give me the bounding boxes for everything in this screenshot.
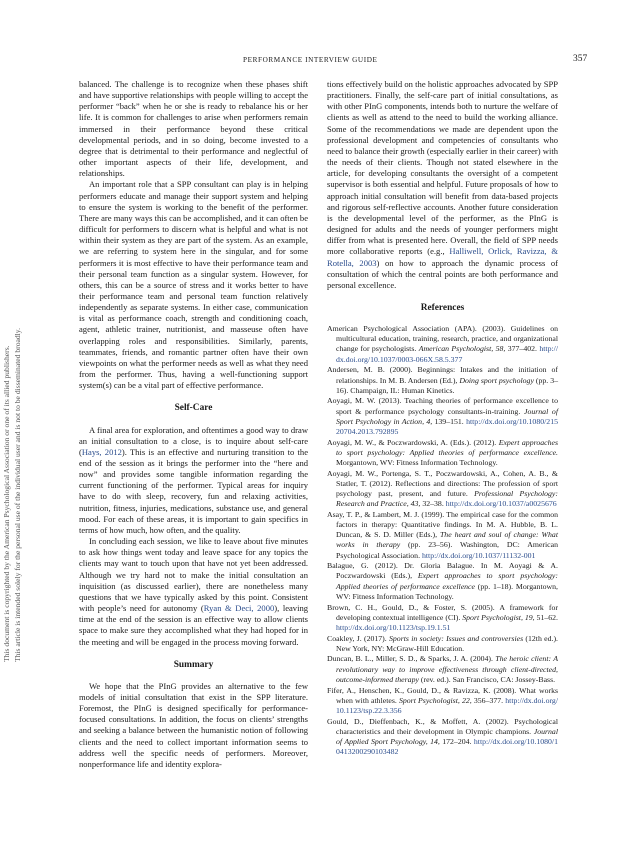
paragraph-support-system: An important role that a SPP consultant can play is in helping performers educate and manage their support system and helping to ensure the system is working to the benefit of the performer. There are many ways this can be accomplished, and it can often be difficult for performers to discern what is helpful and what is not within their system as they are part of the system. As an example, we are referring to system here in the singular, and for some performers it is most effective to have their performance team and their personal team function as a singular system. However, for others, this can be a source of stress and it works better to have their performance team and personal team function relatively independently as separate systems. In either case, communication is vital as performance coach, strength and conditioning coach, agent, athletic trainer, nutritionist, and masseuse often have overlapping roles and responsibilities. Similarly, parents, teammates, friends, and romantic partner often have their own viewpoints on what the performer needs as well as what they need from the performer. Thus, having a well-functioning support system(s) can be a vital part of effective performance. xyxy=(79,179,308,391)
doi-link[interactable]: http://dx.doi.org/10.1037/0003-066X.58.5.377 xyxy=(336,344,558,364)
paragraph-self-care-1: A final area for exploration, and oftentimes a good way to draw an initial consultation to a close, is to inquire about self-care (Hays, 2012). This is an effective and nurturing transition to the end of the session as it brings the performer into the “here and now” and provides some tangible information regarding the current functioning of the performer. Typical areas for inquiry have to do with sleep, recovery, fun and relaxing activities, nutrition, fitness, injuries, medications, substance use, and general mood. For each of these areas, it is important to gain specifics in terms of how much, how often, and the quality. xyxy=(79,424,308,535)
reference-entry: Gould, D., Dieffenbach, K., & Moffett, A. (2002). Psychological characteristics and their development in Olympic champions. Journal of Applied Sport Psychology, 14, 172–204. http://dx.doi.org/10.1080/10413200290103482 xyxy=(327,716,558,757)
reference-entry: Aoyagi, M. W. (2013). Teaching theories of performance excellence to sport & performance psychology consultants-in-training. Journal of Sport Psychology in Action, 4, 139–151. http://dx.doi.org/10.1080/21520704.2013.792895 xyxy=(327,396,558,436)
reference-entry: Brown, C. H., Gould, D., & Foster, S. (2005). A framework for developing contextual intelligence (CI). Sport Psychologist, 19, 51–62. http://dx.doi.org/10.1123/tsp.19.1.51 xyxy=(327,602,558,632)
citation-link[interactable]: Halliwell, Orlick, Ravizza, & Rotella, 2003 xyxy=(327,246,558,268)
reference-entry: American Psychological Association (APA). (2003). Guidelines on multicultural education, training, research, practice, and organizational change for psychologists. American Psychologist, 58, 377–402. http://dx.doi.org/10.1037/0003-066X.58.5.377 xyxy=(327,324,558,364)
doi-link[interactable]: http://dx.doi.org/10.1037/a0025676 xyxy=(445,499,557,509)
reference-entry: Fifer, A., Henschen, K., Gould, D., & Ravizza, K. (2008). What works when with athletes. Sport Psychologist, 22, 356–377. http://dx.doi.org/10.1123/tsp.22.3.356 xyxy=(327,685,558,715)
section-heading-self-care: Self-Care xyxy=(174,403,213,414)
reference-entry: Coakley, J. (2017). Sports in society: Issues and controversies (12th ed.). New York, NY: McGraw-Hill Education. xyxy=(327,633,558,653)
doi-link[interactable]: http://dx.doi.org/10.1080/10413200290103482 xyxy=(336,736,558,757)
watermark-line-2: This article is intended solely for the personal use of the individual user and is not to be disseminated broadly. xyxy=(13,328,22,662)
right-column xyxy=(327,79,558,758)
citation-link[interactable]: Hays, 2012 xyxy=(81,446,122,457)
paragraph-support-system-intro: balanced. The challenge is to recognize when these phases shift and have supportive relationships with people willing to accept the performer “back” when he or she is ready to rebalance his or her life. It is common for challenges to arise when performers remain immersed in their performance beyond these critical developmental periods, and in so doing, become invested to a degree that is detrimental to their performance and neglectful of other important aspects of their life, development, and relationships. xyxy=(79,79,308,179)
page-number: 357 xyxy=(573,54,588,64)
citation-link[interactable]: Ryan & Deci, 2000 xyxy=(203,603,275,614)
reference-entry: Aoyagi, M. W., Portenga, S. T., Poczwardowski, A., Cohen, A. B., & Statler, T. (2012). Reflections and directions: The profession of sport psychology past, present, and future. Professional Psychology: Research and Practice, 43, 32–38. http://dx.doi.org/10.1037/a0025676 xyxy=(327,468,558,509)
doi-link[interactable]: http://dx.doi.org/10.1123/tsp.22.3.356 xyxy=(336,695,558,715)
doi-link[interactable]: http://dx.doi.org/10.1037/11132-001 xyxy=(421,550,536,560)
section-heading-summary: Summary xyxy=(173,659,214,670)
reference-entry: Aoyagi, M. W., & Poczwardowski, A. (Eds.). (2012). Expert approaches to sport psychology: Applied theories of performance excellence. Morgantown, WV: Fitness Information Technology. xyxy=(327,437,558,467)
copyright-watermark xyxy=(0,246,40,666)
reference-entry: Duncan, B. L., Miller, S. D., & Sparks, J. A. (2004). The heroic client: A revolutionary way to improve effectiveness through client-directed, outcome-informed therapy (rev. ed.). San Francisco, CA: Jossey-Bass. xyxy=(327,654,558,684)
reference-list xyxy=(327,324,558,757)
reference-entry: Balague, G. (2012). Dr. Gloria Balague. In M. Aoyagi & A. Poczwardowski (Eds.), Expert approaches to sport psychology: Applied theories of performance excellence (pp. 1–18). Morgantown, WV: Fitness Information Technology. xyxy=(327,561,558,601)
watermark-line-1: This document is copyrighted by the American Psychological Association or one of its allied publishers. xyxy=(2,345,11,662)
paragraph-self-care-2: In concluding each session, we like to leave about five minutes to ask how things went today and leave space for any topics the clients may want to touch upon that have not yet been addressed. Although we try hard not to make the initial consultation an inquisition (as discussed earlier), there are nonetheless many questions that we have typically asked by this point. Consistent with people’s need for autonomy (Ryan & Deci, 2000), leaving time at the end of the session is an effective way to allow clients space to make sure they accomplished what they had hoped for in the meeting and will be engaged in the process moving forward. xyxy=(79,536,308,647)
left-column xyxy=(79,79,308,770)
running-head: PERFORMANCE INTERVIEW GUIDE xyxy=(243,56,378,64)
doi-link[interactable]: http://dx.doi.org/10.1080/21520704.2013.792895 xyxy=(336,416,558,436)
paragraph-summary-2: tions effectively build on the holistic approaches advocated by SPP practitioners. Finally, the self-care part of initial consultations, as with other PInG components, intends both to nurture the welfare of clients as well as attend to the need to build the working alliance. Some of the recommendations we made are dependent upon the professional development and competencies of consultants who need to balance their growth (especially earlier in their career) with the needs of their clients. Though not stated elsewhere in the article, for developing consultants the oversight of a competent supervisor is both essential and helpful. Future proposals of how to approach initial consultation will benefit from data-based projects and rigorous self-reflective accounts. Another future consideration is the developmental level of the performer, as the PInG is designed for adults and the needs of younger performers might differ from what is presented here. Overall, the field of SPP needs more collaborative reports (e.g., Halliwell, Orlick, Ravizza, & Rotella, 2003) on how to approach the dynamic process of consultation of which the central points are both performance and personal excellence. xyxy=(327,79,558,290)
paragraph-summary-1: We hope that the PInG provides an alternative to the few models of initial consultation that exist in the SPP literature. Foremost, the PInG is designed specifically for performance-focused consultations. In addition, the focus on clients’ strengths and seeking a balance between the humanistic notion of following clients and the need to collect important information seems to address well the specific needs of performers. Moreover, nonperformance life and identity explora- xyxy=(79,680,308,769)
reference-entry: Andersen, M. B. (2000). Beginnings: Intakes and the initiation of relationships. In M. B. Andersen (Ed.), Doing sport psychology (pp. 3–16). Champaign, IL: Human Kinetics. xyxy=(327,365,558,395)
section-heading-references: References xyxy=(420,302,465,313)
doi-link[interactable]: http://dx.doi.org/10.1123/tsp.19.1.51 xyxy=(336,622,451,632)
reference-entry: Asay, T. P., & Lambert, M. J. (1999). The empirical case for the common factors in therapy: Quantitative findings. In M. A. Hubble, B. L. Duncan, & S. D. Miller (Eds.), The heart and soul of change: What works in therapy (pp. 23–56). Washington, DC: American Psychological Association. http://dx.doi.org/10.1037/11132-001 xyxy=(327,509,558,560)
